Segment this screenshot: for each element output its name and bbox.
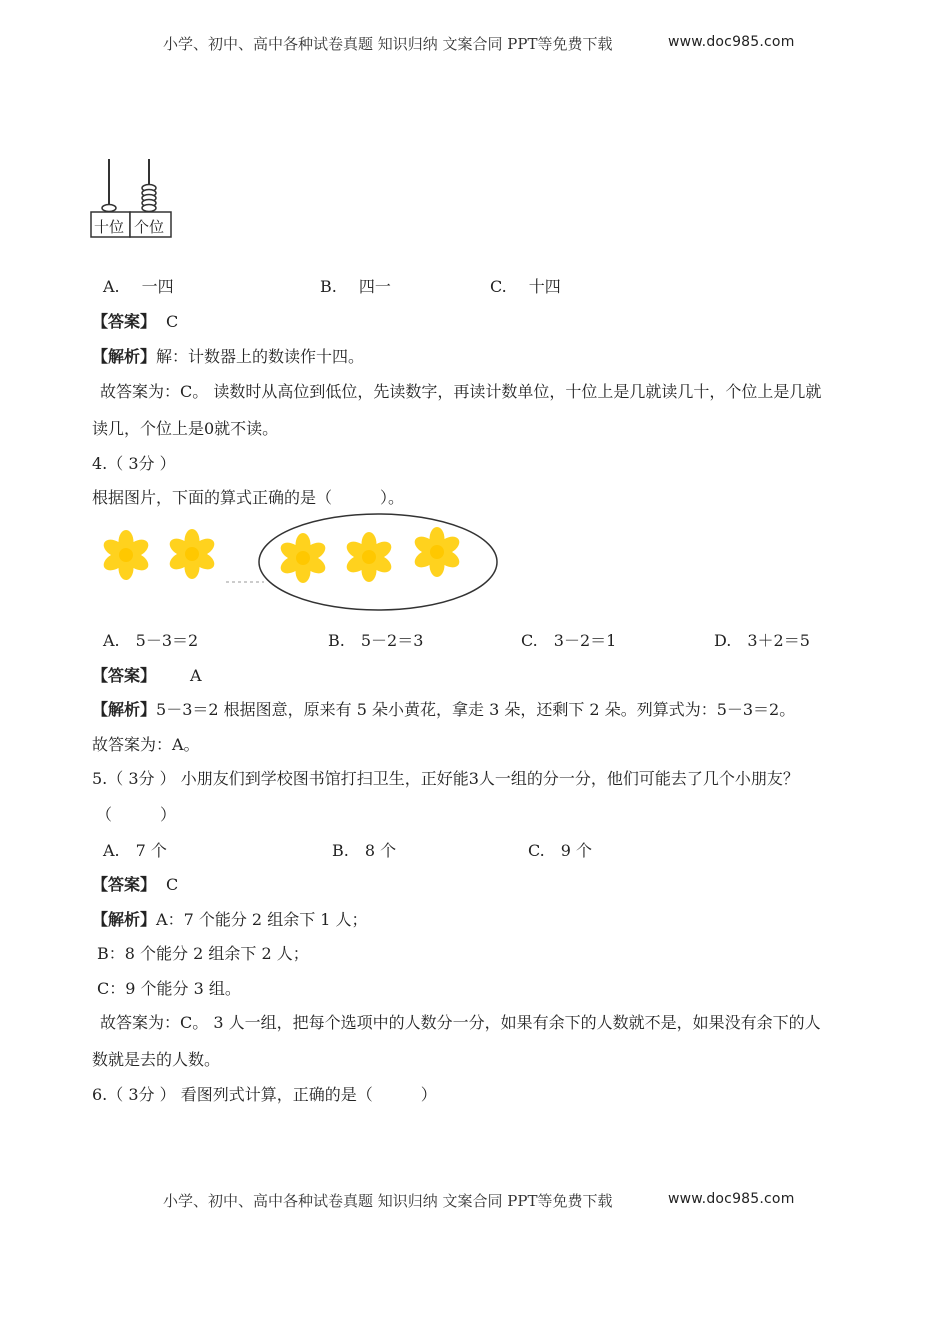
header-text: 小学、初中、高中各种试卷真题 知识归纳 文案合同 PPT等免费下载 xyxy=(163,35,613,53)
page-footer xyxy=(163,1190,613,1211)
option-letter: A. xyxy=(103,841,120,860)
option-letter: D. xyxy=(714,631,732,650)
q5-analysis-line2: B：8 个能分 2 组余下 2 人； xyxy=(97,944,309,963)
q4-answer xyxy=(92,663,202,686)
flowers-figure xyxy=(88,512,508,618)
q5-analysis-line4: 故答案为：C。 3 人一组，把每个选项中的人数分一分，如果有余下的人数就不是，如果没有余下的人 xyxy=(100,1013,821,1032)
answer-value: C xyxy=(166,875,179,894)
option-letter: C. xyxy=(528,841,545,860)
q6-stem: 6.（ 3分 ） 看图列式计算，正确的是（ ） xyxy=(92,1085,437,1104)
option-letter: C. xyxy=(521,631,538,650)
q4-option-b[interactable] xyxy=(328,628,423,651)
q3-analysis-line1: 【解析】解：计数器上的数读作十四。 xyxy=(92,347,365,366)
q5-stem: 5.（ 3分 ） 小朋友们到学校图书馆打扫卫生，正好能3人一组的分一分，他们可能去了几个小朋友？ xyxy=(92,769,799,788)
option-letter: B. xyxy=(332,841,349,860)
q3-option-b[interactable] xyxy=(320,274,391,297)
abacus-label-tens: 十位 xyxy=(94,218,125,236)
flower-icon xyxy=(278,533,329,583)
option-text: 十四 xyxy=(528,277,561,296)
abacus-label-ones: 个位 xyxy=(134,218,165,236)
q4-analysis-line1: 【解析】5－3＝2 根据图意，原来有 5 朵小黄花，拿走 3 朵，还剩下 2 朵。列算式为：5－3＝2。 xyxy=(92,700,796,719)
q5-answer xyxy=(92,872,178,895)
q5-blank: （ ） xyxy=(96,805,177,824)
option-text: 四一 xyxy=(358,277,391,296)
option-letter: A. xyxy=(103,277,120,296)
footer-site-link[interactable] xyxy=(668,1191,795,1207)
option-text: 3＋2＝5 xyxy=(747,631,810,650)
q3-analysis-line3: 读几，个位上是0就不读。 xyxy=(92,419,279,438)
q4-analysis-line2: 故答案为：A。 xyxy=(92,735,200,754)
answer-value: A xyxy=(190,666,202,685)
flower-icon xyxy=(412,527,463,577)
answer-label: 【答案】 xyxy=(92,875,157,894)
q5-option-b[interactable] xyxy=(332,838,396,861)
q3-option-a[interactable] xyxy=(103,274,174,297)
q3-analysis-line2: 故答案为：C。 读数时从高位到低位，先读数字，再读计数单位，十位上是几就读几十，个位上是几就 xyxy=(100,382,822,401)
q4-option-a[interactable] xyxy=(103,628,198,651)
q5-option-a[interactable] xyxy=(103,838,167,861)
footer-text: 小学、初中、高中各种试卷真题 知识归纳 文案合同 PPT等免费下载 xyxy=(163,1192,613,1210)
header-site-text: www.doc985.com xyxy=(668,34,795,50)
header-site-link[interactable] xyxy=(668,34,795,50)
abacus-bead xyxy=(142,205,156,212)
q3-answer xyxy=(92,309,178,332)
q5-analysis-line3: C：9 个能分 3 组。 xyxy=(97,979,241,998)
option-letter: A. xyxy=(103,631,120,650)
q4-stem: 4.（ 3分 ） xyxy=(92,454,176,473)
answer-label: 【答案】 xyxy=(92,312,157,331)
q5-analysis-line1: 【解析】A：7 个能分 2 组余下 1 人； xyxy=(92,910,368,929)
analysis-label: 【解析】 xyxy=(92,700,157,719)
analysis-label: 【解析】 xyxy=(92,910,157,929)
flower-icon xyxy=(344,532,395,582)
page-header xyxy=(163,33,613,54)
option-text: 9 个 xyxy=(560,841,593,860)
q4-option-c[interactable] xyxy=(521,628,616,651)
option-text: 5－2＝3 xyxy=(360,631,424,650)
answer-value: C xyxy=(166,312,179,331)
analysis-label: 【解析】 xyxy=(92,347,157,366)
option-text: 8 个 xyxy=(364,841,397,860)
flower-icon xyxy=(167,529,218,579)
answer-label: 【答案】 xyxy=(92,666,157,685)
q3-option-c[interactable] xyxy=(490,274,561,297)
option-text: 5－3＝2 xyxy=(135,631,199,650)
flower-icon xyxy=(101,530,152,580)
q5-analysis-line5: 数就是去的人数。 xyxy=(92,1050,221,1069)
q5-option-c[interactable] xyxy=(528,838,592,861)
option-text: 一四 xyxy=(141,277,174,296)
q4-option-d[interactable] xyxy=(714,628,810,651)
footer-site-text: www.doc985.com xyxy=(668,1191,795,1207)
q4-question: 根据图片，下面的算式正确的是（ ）。 xyxy=(92,488,405,507)
abacus-bead xyxy=(102,205,116,212)
option-text: 3－2＝1 xyxy=(553,631,617,650)
option-text: 7 个 xyxy=(135,841,167,860)
option-letter: C. xyxy=(490,277,507,296)
option-letter: B. xyxy=(328,631,345,650)
option-letter: B. xyxy=(320,277,337,296)
